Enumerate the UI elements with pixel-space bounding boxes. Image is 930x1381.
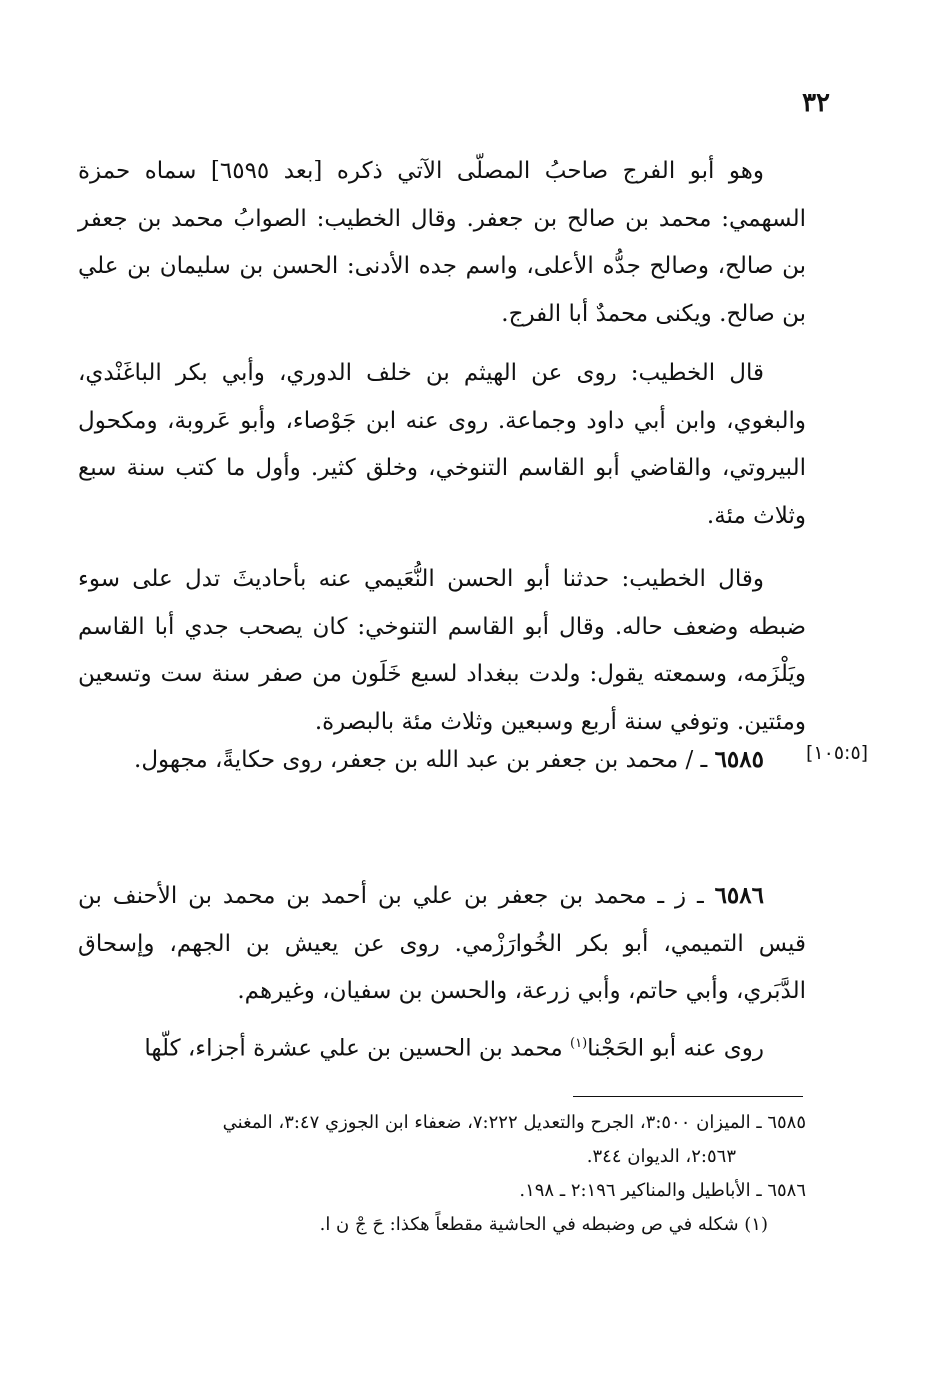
footnotes	[78, 1106, 806, 1242]
entry-number: ٦٥٨٦	[714, 882, 764, 909]
paragraph-biography: وهو أبو الفرج صاحبُ المصلّى الآتي ذكره [بعد ٦٥٩٥] سماه حمزة السهمي: محمد بن صالح بن جعفر. وقال الخطيب: الصوابُ محمد بن جعفر بن صالح، وصالح جدُّه الأعلى، واسم جده الأدنى: الحسن بن سليمان بن علي بن صالح. ويكنى محمدٌ أبا الفرج.	[78, 158, 806, 327]
entry-text: ـ ز ـ محمد بن جعفر بن علي بن أحمد بن محمد بن الأحنف بن قيس التميمي، أبو بكر الخُوارَزْمي. روى عن يعيش بن الجهم، وإسحاق الدَّبَري، وأبي حاتم، وأبي زرعة، والحسن بن سفيان، وغيرهم.	[78, 883, 806, 1004]
paragraph-text: محمد بن الحسين بن علي عشرة أجزاء، كلّها	[144, 1035, 563, 1062]
footnote-6585: ٦٥٨٥ ـ الميزان ٣:٥٠٠، الجرح والتعديل ٧:٢٢٢، ضعفاء ابن الجوزي ٣:٤٧، المغني	[222, 1112, 806, 1133]
paragraph-assessment: وقال الخطيب: حدثنا أبو الحسن النُّعَيمي عنه بأحاديثَ تدل على سوء ضبطه وضعف حاله. وقال أبو القاسم التنوخي: كان يصحب جدي أبا القاسم ويَلْزَمه، وسمعته يقول: ولدت ببغداد لسبع خَلَون من صفر سنة ست وتسعين ومئتين. وتوفي سنة أربع وسبعين وثلاث مئة بالبصرة.	[78, 566, 806, 735]
paragraph-transmission	[78, 1020, 806, 1073]
footnote-1: (١) شكله في ص وضبطه في الحاشية مقطعاً هكذا: حَ جْ ن ا.	[319, 1214, 768, 1235]
entry-text: ـ / محمد بن جعفر بن عبد الله بن جعفر، روى حكايةً، مجهول.	[134, 747, 708, 773]
footnote-6586: ٦٥٨٦ ـ الأباطيل والمناكير ٢:١٩٦ ـ ١٩٨.	[519, 1180, 806, 1201]
page-number: ٣٢	[802, 88, 830, 118]
entry-number: ٦٥٨٥	[714, 746, 764, 773]
entry-6586	[78, 872, 806, 1016]
footnote-6585-continued: ٢:٥٦٣، الديوان ٣٤٤.	[586, 1146, 736, 1167]
footnote-divider	[573, 1096, 803, 1097]
paragraph-narrators: قال الخطيب: روى عن الهيثم بن خلف الدوري، وأبي بكر الباغَنْدي، والبغوي، وابن أبي داود وجماعة. روى عنه ابن جَوْصاء، وأبو عَروبة، ومكحول البيروتي، والقاضي أبو القاسم التنوخي، وخلق كثير. وأول ما كتب سنة سبع وثلاث مئة.	[78, 360, 806, 529]
entry-6585	[78, 736, 806, 785]
margin-reference: [١٠٥:٥]	[806, 742, 869, 764]
footnote-marker: (١)	[570, 1036, 588, 1051]
paragraph-text: روى عنه أبو الحَجْنا	[587, 1035, 764, 1062]
